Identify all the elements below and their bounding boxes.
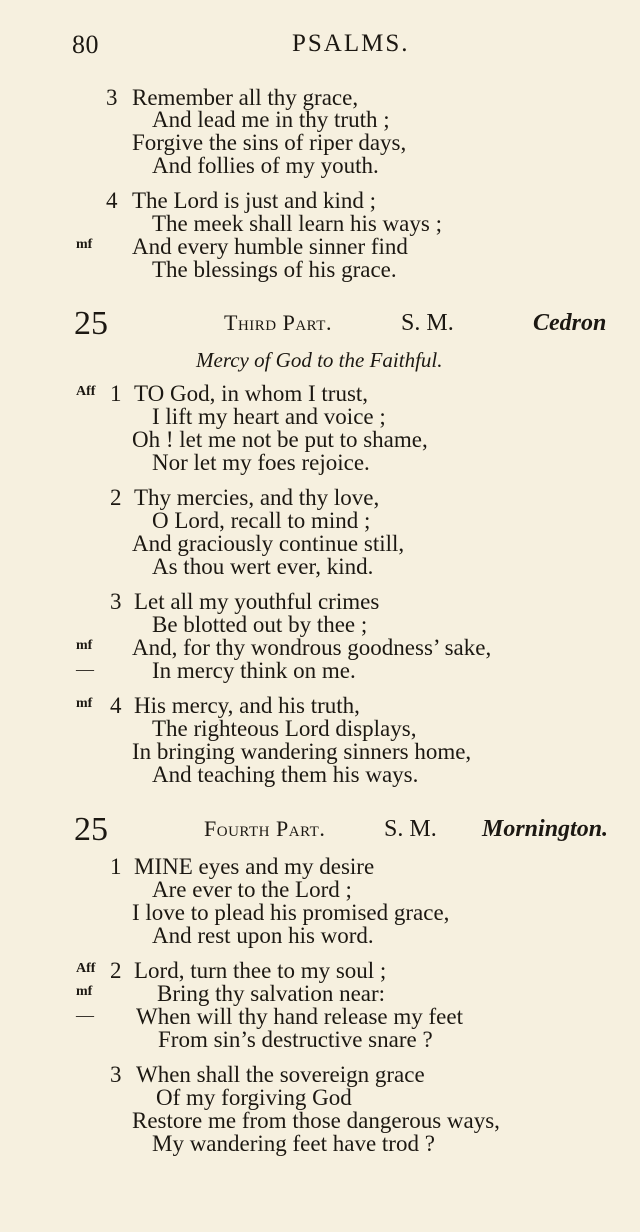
verse-line: And graciously continue still, — [132, 531, 405, 556]
verse-line: My wandering feet have trod ? — [152, 1131, 435, 1156]
verse-line: When shall the sovereign grace — [136, 1062, 425, 1087]
verse-line: Thy mercies, and thy love, — [134, 485, 380, 510]
verse-line: O Lord, recall to mind ; — [152, 508, 371, 533]
verse-line: MINE eyes and my desire — [134, 854, 375, 879]
verse-line: From sin’s destructive snare ? — [158, 1027, 433, 1052]
verse-line: As thou wert ever, kind. — [152, 554, 374, 579]
stanza-number: 3 — [110, 1062, 122, 1087]
verse-line: I love to plead his promised grace, — [132, 900, 450, 925]
dynamic-mark: mf — [76, 696, 93, 711]
verse-line: When will thy hand release my feet — [136, 1004, 463, 1029]
verse-line: And rest upon his word. — [152, 923, 374, 948]
page-number: 80 — [72, 30, 99, 59]
hymn-subtitle: Mercy of God to the Faithful. — [196, 348, 443, 372]
verse-line: Nor let my foes rejoice. — [152, 450, 370, 475]
verse-line: In bringing wandering sinners home, — [132, 739, 472, 764]
verse-line: Restore me from those dangerous ways, — [132, 1108, 500, 1133]
verse-line: And, for thy wondrous goodness’ sake, — [132, 635, 492, 660]
verse-line: Are ever to the Lord ; — [152, 877, 352, 902]
dynamic-mark: — — [76, 1005, 94, 1025]
tune-name: Mornington. — [482, 816, 609, 842]
verse-line: Be blotted out by thee ; — [152, 612, 368, 637]
stanza-number: 3 — [106, 85, 118, 110]
stanza-number: 1 — [110, 381, 122, 406]
stanza-number: 1 — [110, 854, 122, 879]
verse-line: And every humble sinner find — [132, 234, 408, 259]
dynamic-mark: mf — [76, 638, 93, 653]
verse-line: And follies of my youth. — [152, 153, 379, 178]
verse-line: Of my forgiving God — [156, 1085, 352, 1110]
verse-line: The Lord is just and kind ; — [132, 188, 377, 213]
hymn-number: 25 — [74, 305, 108, 342]
dynamic-mark: mf — [76, 984, 93, 999]
dynamic-mark: mf — [76, 237, 93, 252]
stanza-number: 4 — [110, 693, 122, 718]
verse-line: Remember all thy grace, — [132, 85, 359, 110]
verse-line: Let all my youthful crimes — [134, 589, 380, 614]
dynamic-mark: Aff — [76, 384, 96, 399]
verse-line: And lead me in thy truth ; — [152, 107, 390, 132]
verse-line: The meek shall learn his ways ; — [152, 211, 442, 236]
dynamic-mark: — — [76, 659, 94, 679]
verse-line: His mercy, and his truth, — [134, 693, 360, 718]
verse-line: In mercy think on me. — [152, 658, 356, 683]
stanza-number: 2 — [110, 485, 122, 510]
verse-line: The righteous Lord displays, — [152, 716, 417, 741]
verse-line: The blessings of his grace. — [152, 257, 397, 282]
verse-line: Lord, turn thee to my soul ; — [134, 958, 387, 983]
verse-line: I lift my heart and voice ; — [152, 404, 386, 429]
stanza-number: 2 — [110, 958, 122, 983]
verse-line: Bring thy salvation near: — [157, 981, 386, 1006]
running-head: PSALMS. — [292, 30, 410, 57]
meter-label: S. M. — [401, 310, 454, 336]
meter-label: S. M. — [384, 816, 437, 842]
verse-line: And teaching them his ways. — [152, 762, 419, 787]
stanza-number: 3 — [110, 589, 122, 614]
verse-line: TO God, in whom I trust, — [134, 381, 369, 406]
stanza-number: 4 — [106, 188, 118, 213]
tune-name: Cedron — [533, 310, 607, 336]
hymn-number: 25 — [74, 811, 108, 848]
page-header — [72, 30, 602, 64]
verse-line: Forgive the sins of riper days, — [132, 130, 407, 155]
verse-line: Oh ! let me not be put to shame, — [132, 427, 428, 452]
part-title: Third Part. — [224, 310, 332, 335]
part-title: Fourth Part. — [204, 816, 326, 841]
dynamic-mark: Aff — [76, 961, 96, 976]
